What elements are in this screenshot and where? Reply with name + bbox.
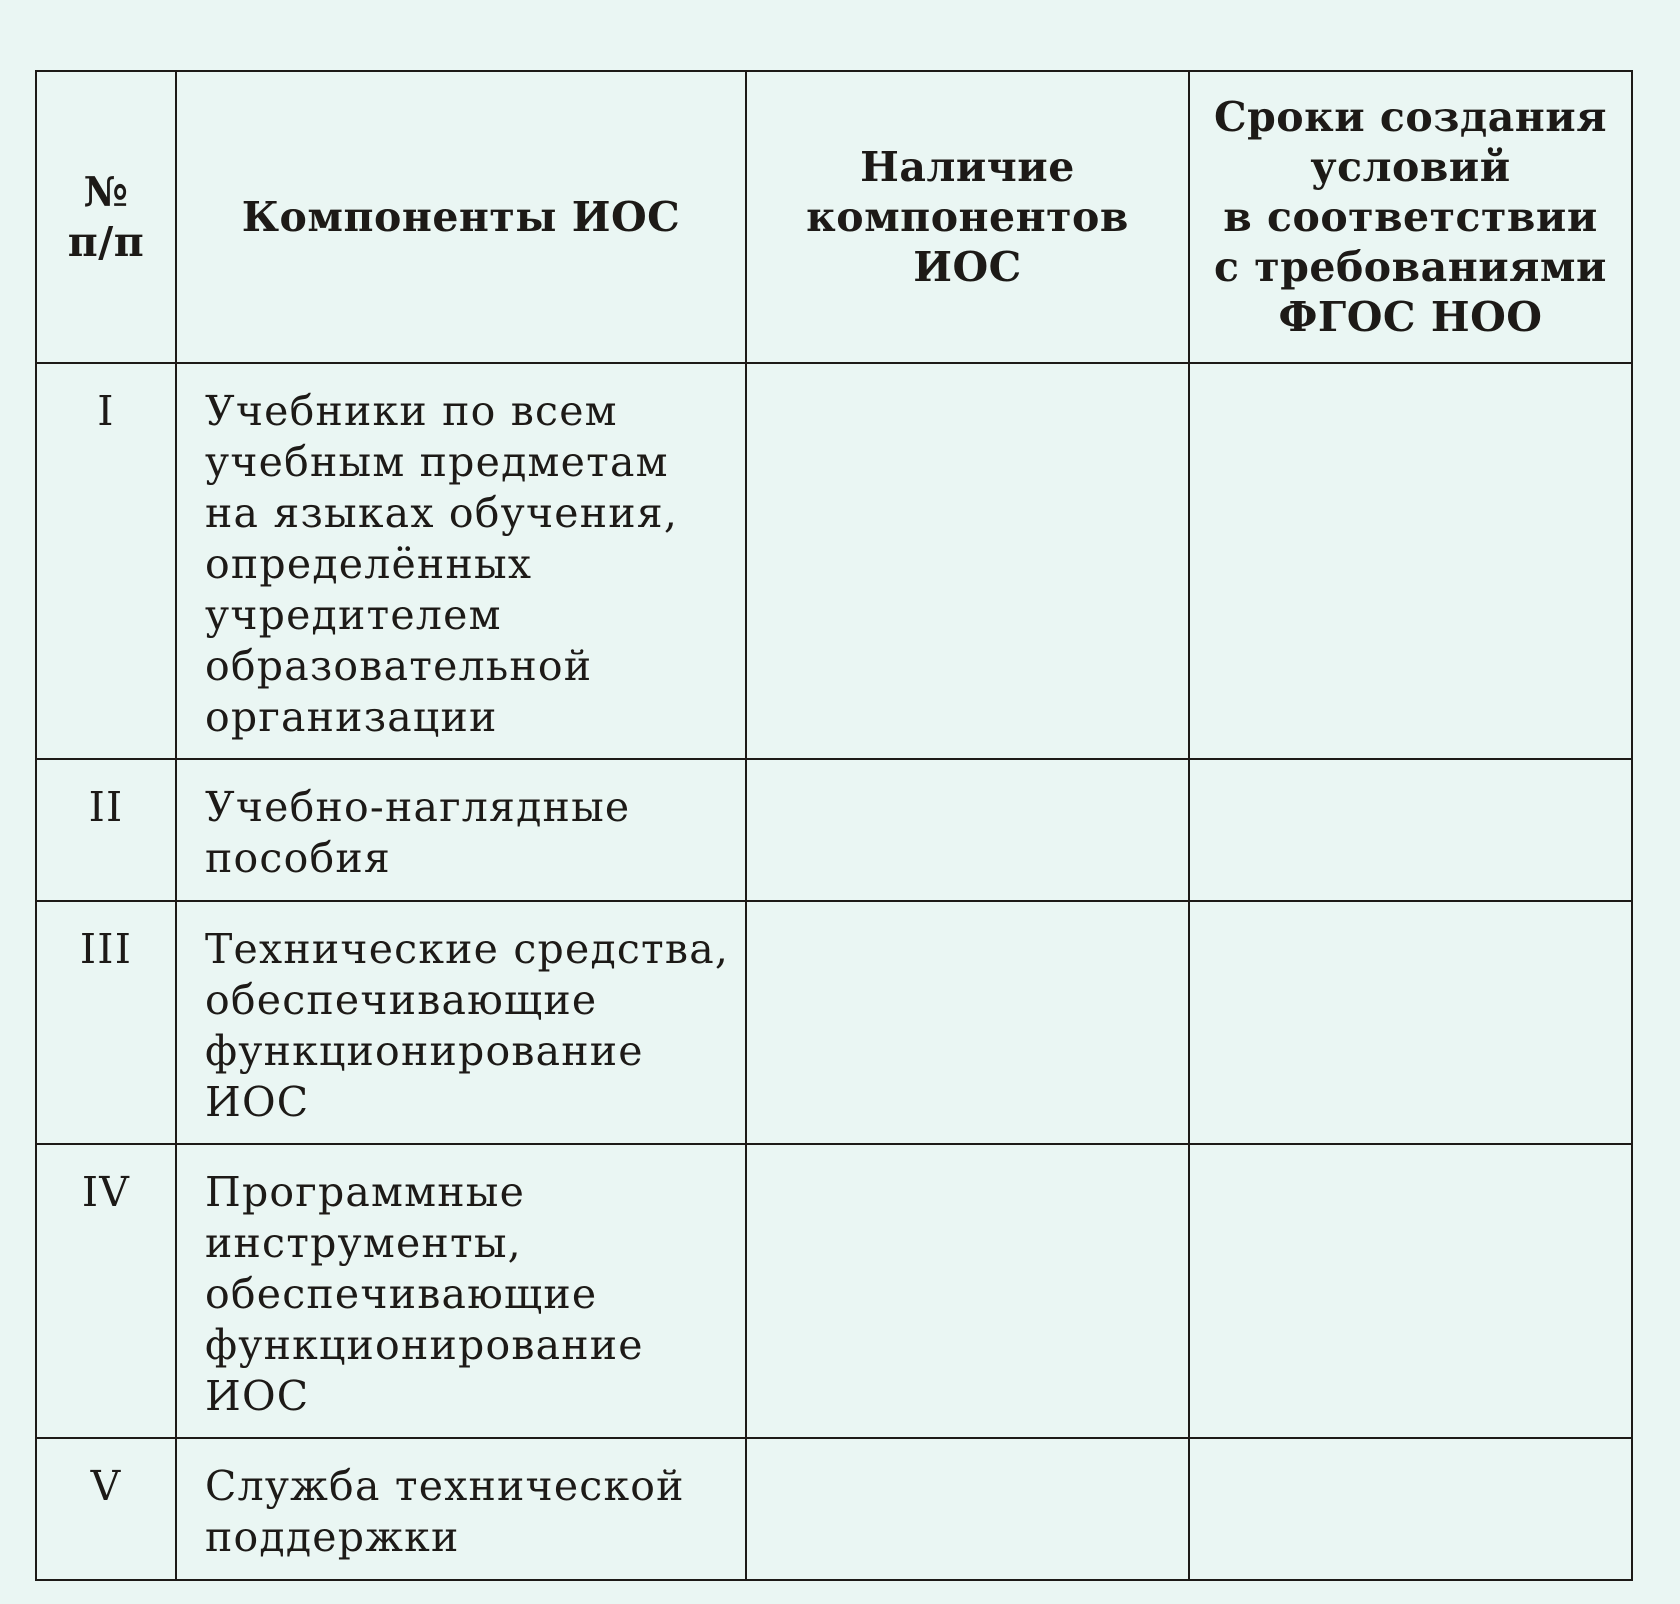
row-component [176, 363, 746, 759]
table-row [36, 1144, 1632, 1438]
component-line: учредителем [205, 591, 502, 639]
row-deadline-cell[interactable] [1189, 1438, 1632, 1580]
row-number: V [36, 1438, 176, 1580]
header-line: № [83, 168, 129, 216]
component-line: Учебно-наглядные [205, 783, 631, 831]
row-number: II [36, 759, 176, 901]
component-line: пособия [205, 834, 391, 882]
component-line: функционирование [205, 1321, 644, 1369]
row-component [176, 1144, 746, 1438]
component-line: учебным предметам [205, 438, 669, 486]
component-line: Служба технической [205, 1462, 685, 1510]
row-availability-cell[interactable] [746, 759, 1189, 901]
component-line: обеспечивающие [205, 1270, 598, 1318]
header-line: с требованиями [1214, 243, 1607, 291]
table-row [36, 901, 1632, 1144]
row-deadline-cell[interactable] [1189, 363, 1632, 759]
header-line: ФГОС НОО [1278, 293, 1543, 341]
component-line: поддержки [205, 1513, 460, 1561]
ios-components-table [35, 70, 1633, 1581]
row-availability-cell[interactable] [746, 901, 1189, 1144]
header-components [176, 71, 746, 363]
table-row [36, 1438, 1632, 1580]
header-deadlines [1189, 71, 1632, 363]
row-availability-cell[interactable] [746, 1438, 1189, 1580]
header-line: Компоненты ИОС [241, 193, 681, 241]
component-line: на языках обучения, [205, 489, 679, 537]
row-component [176, 1438, 746, 1580]
header-line: Сроки создания [1213, 93, 1608, 141]
row-number: IV [36, 1144, 176, 1438]
header-number [36, 71, 176, 363]
table-row [36, 759, 1632, 901]
row-availability-cell[interactable] [746, 1144, 1189, 1438]
component-line: Технические средства, [205, 925, 730, 973]
row-component [176, 901, 746, 1144]
row-deadline-cell[interactable] [1189, 759, 1632, 901]
component-line: ИОС [205, 1078, 310, 1126]
component-line: определённых [205, 540, 533, 588]
header-line: ИОС [913, 243, 1022, 291]
component-line: ИОС [205, 1372, 310, 1420]
row-component [176, 759, 746, 901]
row-deadline-cell[interactable] [1189, 901, 1632, 1144]
component-line: обеспечивающие [205, 976, 598, 1024]
component-line: образовательной [205, 642, 593, 690]
header-availability [746, 71, 1189, 363]
row-number: III [36, 901, 176, 1144]
component-line: Программные [205, 1168, 526, 1216]
header-line: компонентов [806, 193, 1129, 241]
table-header-row [36, 71, 1632, 363]
row-number: I [36, 363, 176, 759]
header-line: условий [1310, 143, 1511, 191]
row-availability-cell[interactable] [746, 363, 1189, 759]
header-line: в соответствии [1223, 193, 1598, 241]
component-line: организации [205, 693, 498, 741]
component-line: Учебники по всем [205, 387, 618, 435]
component-line: функционирование [205, 1027, 644, 1075]
header-line: Наличие [860, 143, 1075, 191]
component-line: инструменты, [205, 1219, 522, 1267]
row-deadline-cell[interactable] [1189, 1144, 1632, 1438]
table-row [36, 363, 1632, 759]
header-line: п/п [67, 218, 145, 266]
